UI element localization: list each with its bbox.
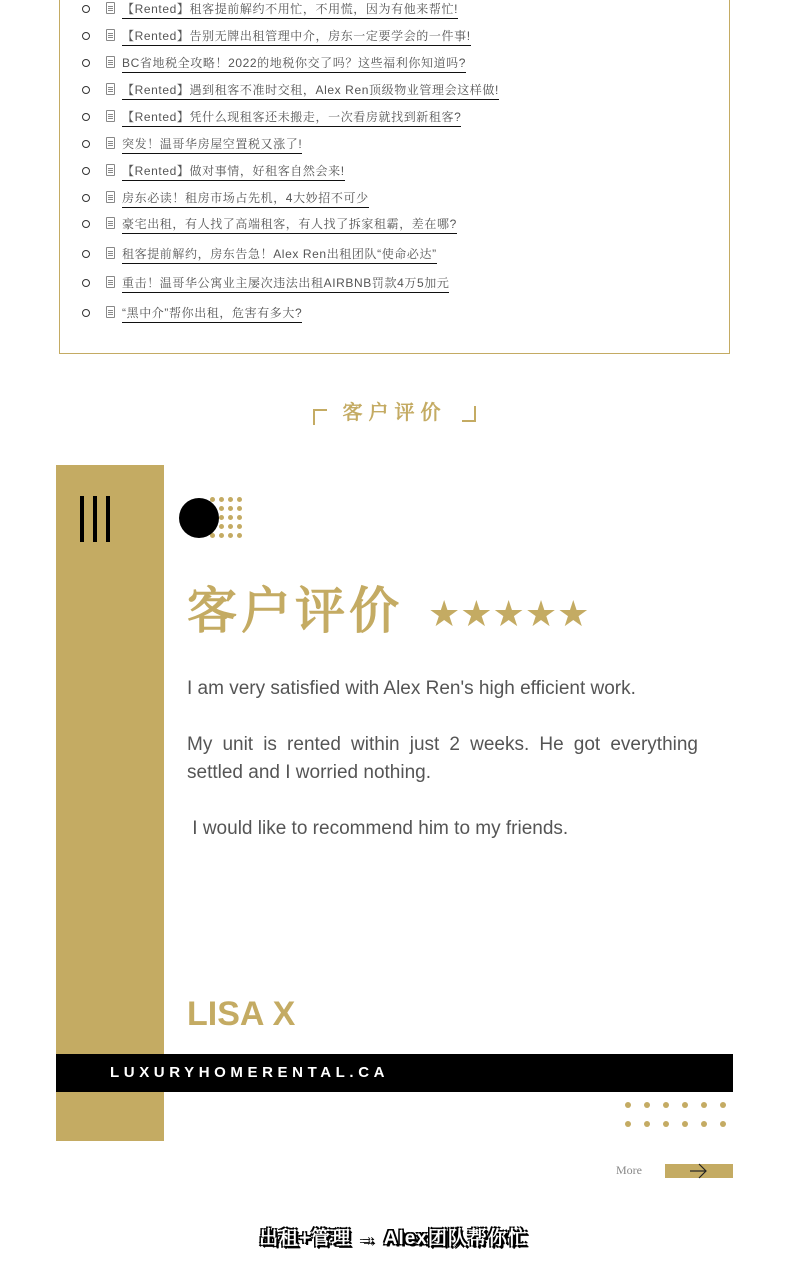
- more-button[interactable]: [665, 1164, 733, 1178]
- list-item[interactable]: [60, 216, 729, 238]
- list-item[interactable]: [60, 109, 729, 131]
- document-icon: [106, 2, 115, 14]
- document-icon: [106, 56, 115, 68]
- article-link[interactable]: 【Rented】告别无牌出租管理中介，房东一定要学会的一件事!: [122, 28, 471, 46]
- circle-bullet-icon: [82, 86, 90, 94]
- article-link[interactable]: 【Rented】遇到租客不准时交租，Alex Ren顶级物业管理会这样做!: [122, 82, 499, 100]
- document-icon: [106, 191, 115, 203]
- article-link[interactable]: 【Rented】凭什么现租客还未搬走，一次看房就找到新租客?: [122, 109, 461, 127]
- article-link[interactable]: 豪宅出租，有人找了高端租客，有人找了拆家租霸，差在哪?: [122, 216, 457, 234]
- list-item[interactable]: [60, 275, 729, 297]
- circle-bullet-icon: [82, 5, 90, 13]
- document-icon: [106, 29, 115, 41]
- bars-decoration-icon: [80, 496, 112, 542]
- article-link[interactable]: 租客提前解约，房东告急！Alex Ren出租团队“使命必达”: [122, 246, 437, 264]
- list-item[interactable]: [60, 305, 729, 327]
- article-link[interactable]: 房东必读！租房市场占先机，4大妙招不可少: [122, 190, 369, 208]
- circle-bullet-icon: [82, 194, 90, 202]
- document-icon: [106, 276, 115, 288]
- website-bar: [56, 1054, 733, 1092]
- document-icon: [106, 247, 115, 259]
- section-title: [313, 396, 476, 426]
- dots-decoration: [625, 1102, 735, 1132]
- section-title-text: 客户评价: [342, 402, 447, 424]
- website-text: LUXURYHOMERENTAL.CA: [110, 1064, 390, 1081]
- review-card: [56, 465, 733, 1141]
- circle-bullet-icon: [82, 279, 90, 287]
- list-item[interactable]: [60, 163, 729, 185]
- document-icon: [106, 137, 115, 149]
- document-icon: [106, 164, 115, 176]
- list-item[interactable]: [60, 82, 729, 104]
- document-icon: [106, 110, 115, 122]
- arrow-right-icon: [689, 1162, 709, 1180]
- circle-bullet-icon: [82, 220, 90, 228]
- star-icons: ★★★★★: [428, 594, 590, 635]
- article-link[interactable]: 【Rented】做对事情，好租客自然会来!: [122, 163, 345, 181]
- list-item[interactable]: [60, 1, 729, 23]
- document-icon: [106, 217, 115, 229]
- list-item[interactable]: [60, 28, 729, 50]
- review-paragraph: I am very satisfied with Alex Ren's high efficient work.: [187, 678, 636, 699]
- article-link[interactable]: 突发！温哥华房屋空置税又涨了!: [122, 136, 302, 154]
- more-label[interactable]: More: [616, 1163, 642, 1177]
- list-item[interactable]: [60, 55, 729, 77]
- review-paragraph: My unit is rented within just 2 weeks. He got everything settled and I worried nothing.: [187, 734, 698, 783]
- list-item[interactable]: [60, 190, 729, 212]
- article-link[interactable]: 重击！温哥华公寓业主屡次违法出租AIRBNB罚款4万5加元: [122, 275, 449, 293]
- list-item[interactable]: [60, 246, 729, 268]
- gold-side-strip: [56, 465, 164, 1141]
- document-icon: [106, 83, 115, 95]
- list-item[interactable]: [60, 136, 729, 158]
- circle-bullet-icon: [82, 140, 90, 148]
- circle-bullet-icon: [82, 167, 90, 175]
- circle-bullet-icon: [82, 309, 90, 317]
- black-circle-icon: [179, 498, 219, 538]
- reviewer-name: LISA X: [187, 995, 296, 1033]
- article-link[interactable]: 【Rented】租客提前解约不用忙，不用慌，因为有他来帮忙!: [122, 1, 458, 19]
- review-title: 客户评价: [187, 583, 403, 639]
- article-list: [59, 0, 730, 354]
- star-rating: [428, 594, 590, 635]
- circle-bullet-icon: [82, 113, 90, 121]
- article-link[interactable]: “黑中介”帮你出租，危害有多大?: [122, 305, 302, 323]
- circle-bullet-icon: [82, 32, 90, 40]
- circle-bullet-icon: [82, 250, 90, 258]
- circle-dots-decoration-icon: [179, 497, 251, 541]
- review-paragraph: I would like to recommend him to my friends.: [187, 818, 569, 839]
- circle-bullet-icon: [82, 59, 90, 67]
- footer-slogan: 出租+管理 → Alex团队帮你忙: [259, 1228, 528, 1249]
- review-text: [187, 675, 698, 871]
- document-icon: [106, 306, 115, 318]
- article-link[interactable]: BC省地税全攻略！2022的地税你交了吗？这些福利你知道吗?: [122, 55, 466, 73]
